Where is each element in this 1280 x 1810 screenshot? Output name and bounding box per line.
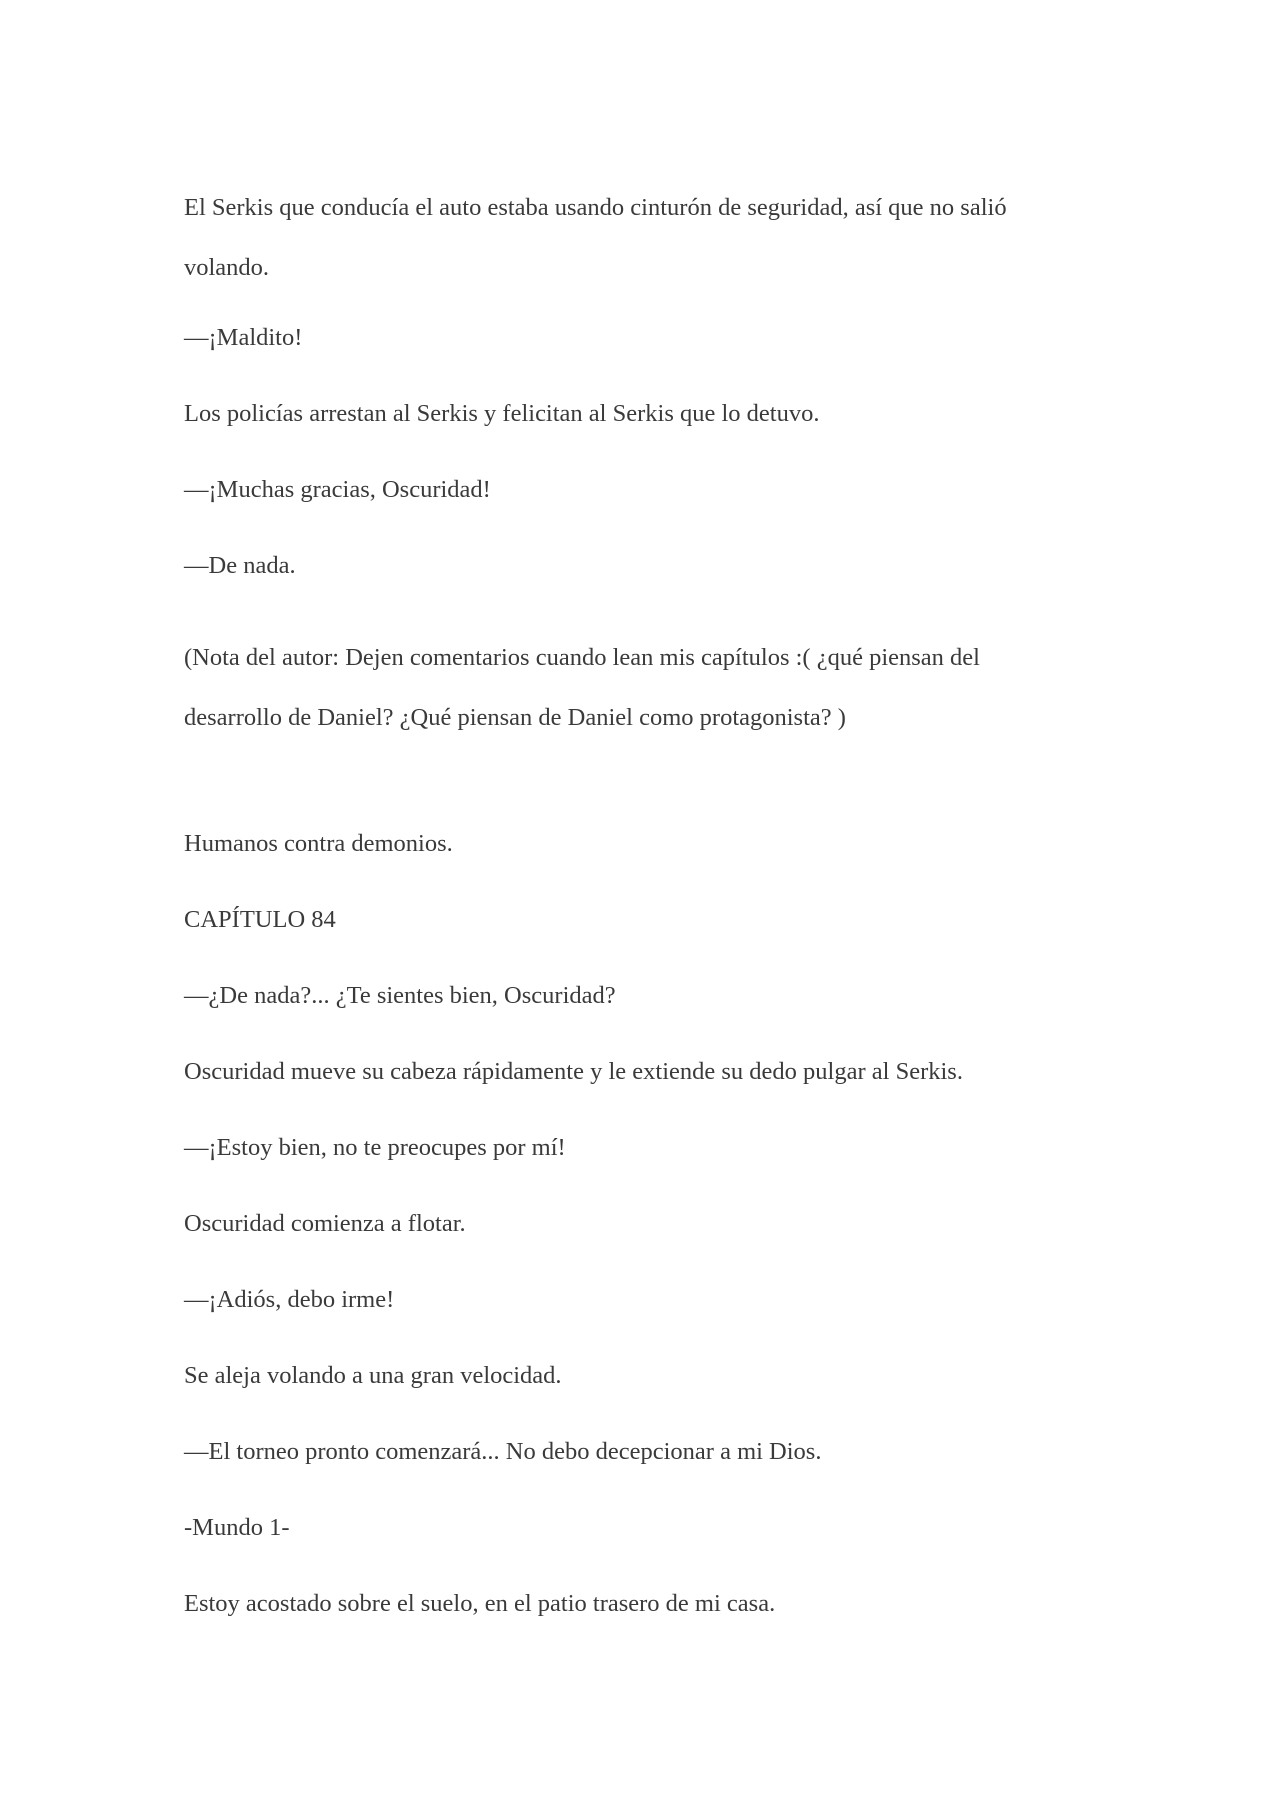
paragraph: Oscuridad comienza a flotar. <box>184 1210 466 1237</box>
dialogue-line: —¡Adiós, debo irme! <box>184 1286 395 1313</box>
dialogue-line: —De nada. <box>184 552 296 579</box>
paragraph: Oscuridad mueve su cabeza rápidamente y le extiende su dedo pulgar al Serkis. <box>184 1058 963 1085</box>
dialogue-line: —El torneo pronto comenzará... No debo decepcionar a mi Dios. <box>184 1438 822 1465</box>
section-break <box>184 748 1084 830</box>
dialogue-line: —¡Estoy bien, no te preocupes por mí! <box>184 1134 566 1161</box>
dialogue-line: —¡Muchas gracias, Oscuridad! <box>184 476 491 503</box>
scene-marker: -Mundo 1- <box>184 1514 290 1541</box>
paragraph: Estoy acostado sobre el suelo, en el patio trasero de mi casa. <box>184 1590 776 1617</box>
author-note: (Nota del autor: Dejen comentarios cuando lean mis capítulos :( ¿qué piensan del desarrollo de Daniel? ¿Qué piensan de Daniel como protagonista? ) <box>184 644 980 731</box>
dialogue-line: —¡Maldito! <box>184 324 303 351</box>
chapter-heading: CAPÍTULO 84 <box>184 906 336 933</box>
document-body <box>184 178 1084 1618</box>
dialogue-line: —¿De nada?... ¿Te sientes bien, Oscuridad? <box>184 982 616 1009</box>
paragraph: Se aleja volando a una gran velocidad. <box>184 1362 562 1389</box>
paragraph: El Serkis que conducía el auto estaba usando cinturón de seguridad, así que no salió volando. <box>184 194 1007 281</box>
paragraph: Los policías arrestan al Serkis y felicitan al Serkis que lo detuvo. <box>184 400 820 427</box>
section-title: Humanos contra demonios. <box>184 830 453 857</box>
